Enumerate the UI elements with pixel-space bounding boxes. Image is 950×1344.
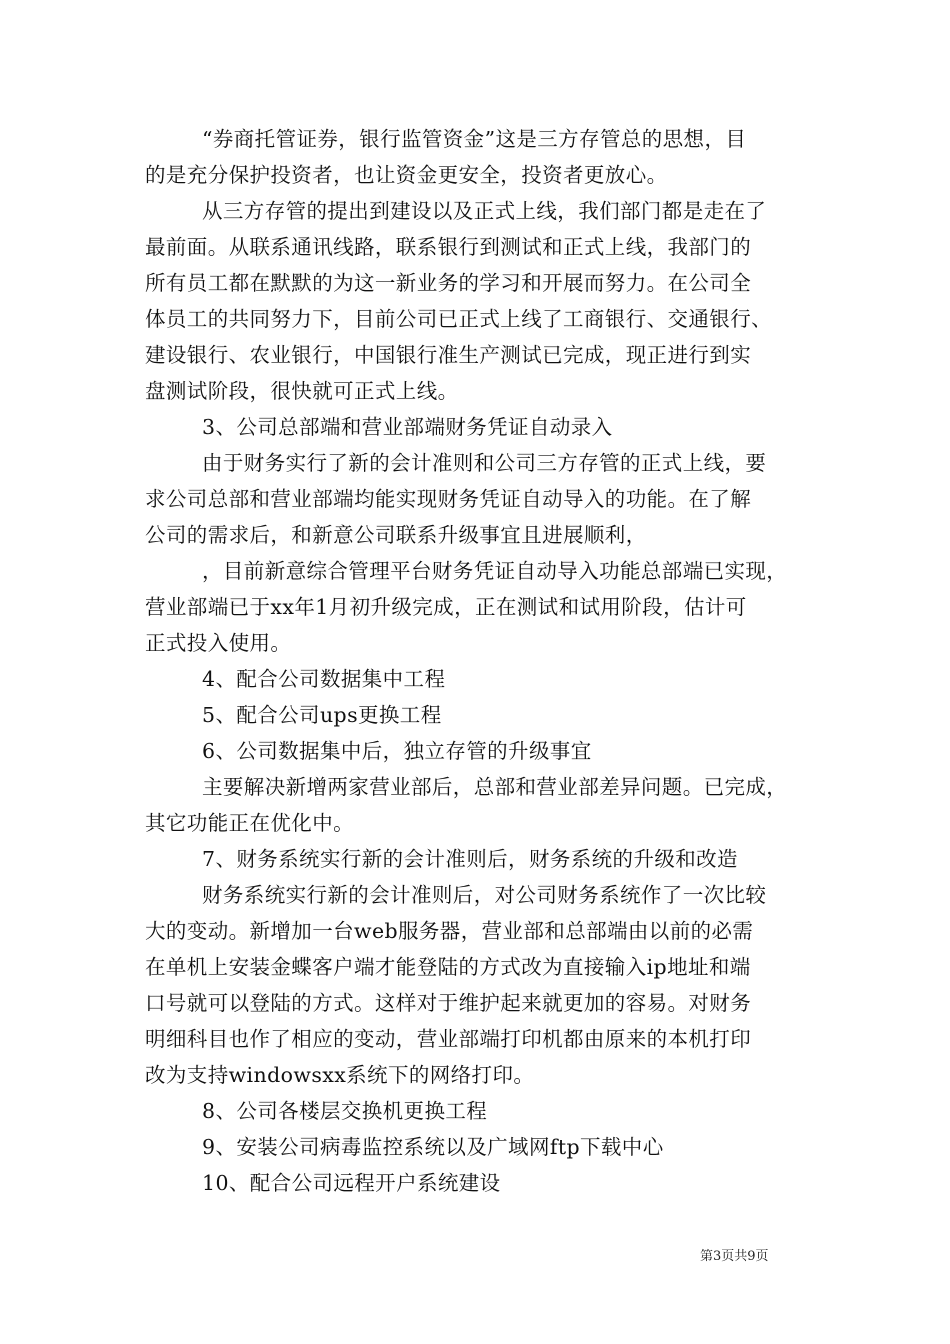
paragraph-line: 明细科目也作了相应的变动，营业部端打印机都由原来的本机打印: [145, 1027, 752, 1051]
paragraph-line: 改为支持windowsxx系统下的网络打印。: [145, 1063, 535, 1087]
section-heading: 5、配合公司ups更换工程: [202, 703, 442, 727]
paragraph-line: 从三方存管的提出到建设以及正式上线，我们部门都是走在了: [202, 199, 767, 223]
section-heading: 4、配合公司数据集中工程: [202, 667, 446, 691]
paragraph-line: 体员工的共同努力下，目前公司已正式上线了工商银行、交通银行、: [145, 307, 772, 331]
paragraph-line: 盘测试阶段，很快就可正式上线。: [145, 379, 459, 403]
paragraph-line: 财务系统实行新的会计准则后，对公司财务系统作了一次比较: [202, 883, 767, 907]
paragraph-line: 求公司总部和营业部端均能实现财务凭证自动导入的功能。在了解: [145, 487, 752, 511]
paragraph-line: 的是充分保护投资者，也让资金更安全，投资者更放心。: [145, 163, 668, 187]
paragraph-line: 最前面。从联系通讯线路，联系银行到测试和正式上线，我部门的: [145, 235, 752, 259]
paragraph-line: 所有员工都在默默的为这一新业务的学习和开展而努力。在公司全: [145, 271, 752, 295]
section-heading: 10、配合公司远程开户系统建设: [202, 1171, 501, 1195]
section-heading: 3、公司总部端和营业部端财务凭证自动录入: [202, 415, 613, 439]
paragraph-line: 正式投入使用。: [145, 631, 292, 655]
paragraph-line: 主要解决新增两家营业部后，总部和营业部差异问题。已完成，: [202, 775, 788, 799]
paragraph-line: ，目前新意综合管理平台财务凭证自动导入功能总部端已实现，: [202, 559, 788, 583]
paragraph-line: 公司的需求后，和新意公司联系升级事宜且进展顺利，: [145, 523, 647, 547]
paragraph-line: 大的变动。新增加一台web服务器，营业部和总部端由以前的必需: [145, 919, 754, 943]
paragraph-line: 建设银行、农业银行，中国银行准生产测试已完成，现正进行到实: [145, 343, 752, 367]
section-heading: 7、财务系统实行新的会计准则后，财务系统的升级和改造: [202, 847, 738, 871]
section-heading: 9、安装公司病毒监控系统以及广域网ftp下载中心: [202, 1135, 664, 1159]
paragraph-line: 由于财务实行了新的会计准则和公司三方存管的正式上线，要: [202, 451, 767, 475]
paragraph-line: 在单机上安装金蝶客户端才能登陆的方式改为直接输入ip地址和端: [145, 955, 751, 979]
paragraph-line: 口号就可以登陆的方式。这样对于维护起来就更加的容易。对财务: [145, 991, 752, 1015]
paragraph-line: 营业部端已于xx年1月初升级完成，正在测试和试用阶段，估计可: [145, 595, 747, 619]
paragraph-line: 其它功能正在优化中。: [145, 811, 354, 835]
section-heading: 8、公司各楼层交换机更换工程: [202, 1099, 488, 1123]
paragraph-line: “券商托管证券，银行监管资金”这是三方存管总的思想，目: [202, 127, 747, 151]
page-number-footer: 第3页共9页: [700, 1249, 769, 1264]
section-heading: 6、公司数据集中后，独立存管的升级事宜: [202, 739, 592, 763]
body-text: [145, 121, 810, 1201]
